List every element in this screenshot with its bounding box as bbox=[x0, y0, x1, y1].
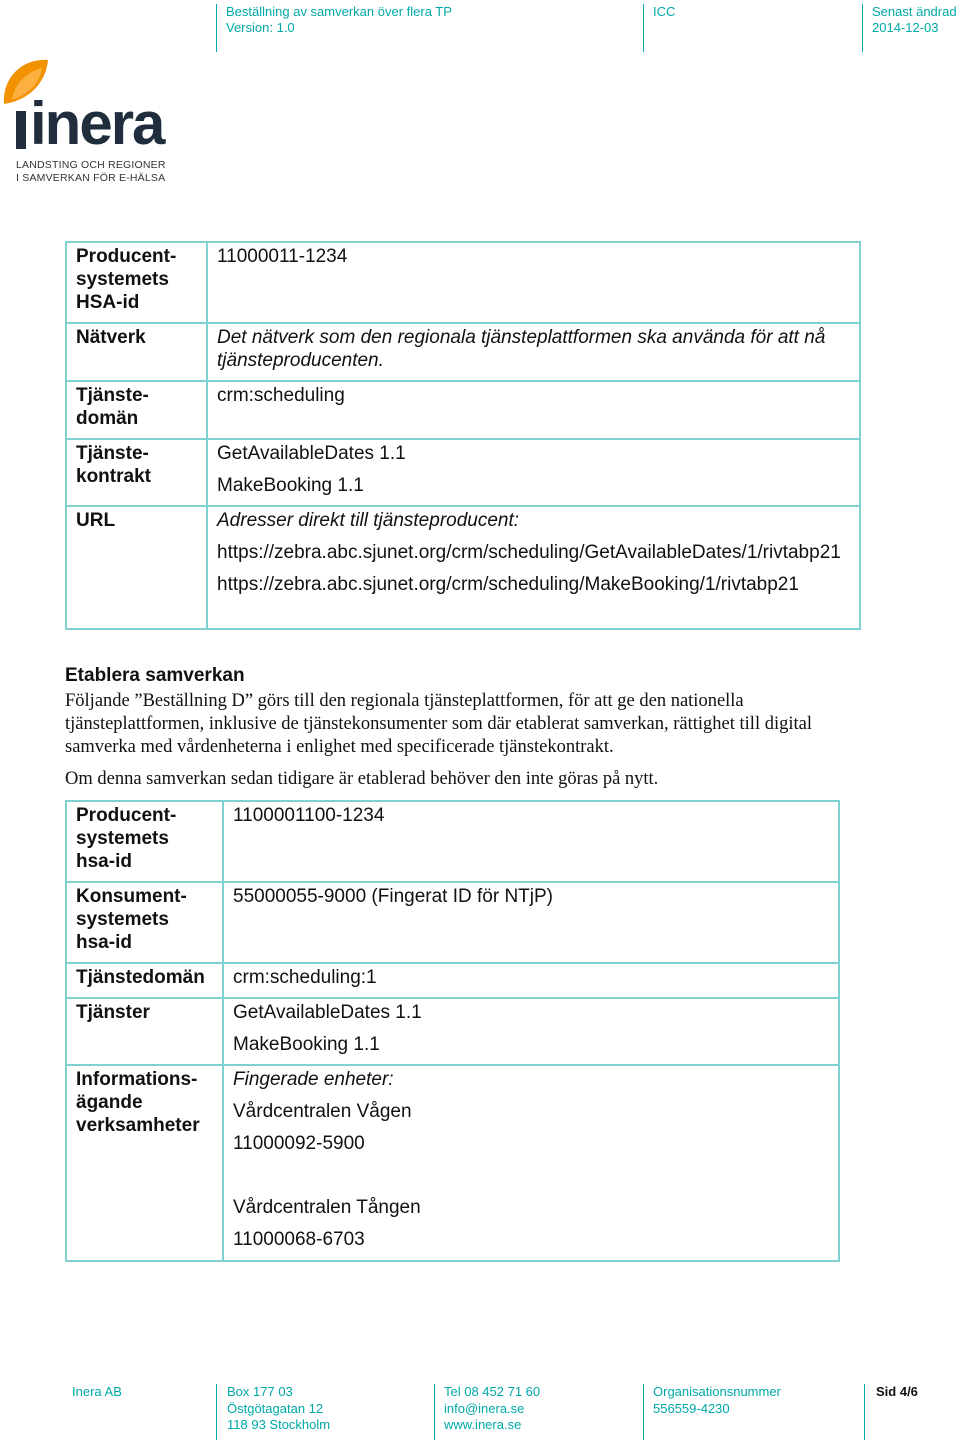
section-title: Etablera samverkan bbox=[65, 665, 245, 686]
footer-separator bbox=[643, 1384, 644, 1440]
table-row bbox=[66, 506, 860, 629]
changed-date: 2014-12-03 bbox=[872, 20, 939, 35]
producer-hsa-label: Producent-systemets HSA-id bbox=[66, 242, 207, 323]
table-row bbox=[66, 882, 839, 963]
footer-contact bbox=[444, 1384, 540, 1434]
service-contract-label: Tjänste-kontrakt bbox=[66, 439, 207, 506]
footer-company bbox=[72, 1384, 122, 1401]
producer-hsa-label: Producent-systemets hsa-id bbox=[66, 801, 223, 882]
network-value: Det nätverk som den regionala tjänsteplattformen ska använda för att nå tjänsteproducenten. bbox=[207, 323, 860, 381]
footer-organisation bbox=[653, 1384, 781, 1417]
phone: Tel 08 452 71 60 bbox=[444, 1384, 541, 1399]
consumer-hsa-value: 55000055-9000 (Fingerat ID för NTjP) bbox=[223, 882, 839, 963]
address-line: Box 177 03 bbox=[227, 1384, 293, 1399]
service-domain-label: Tjänstedomän bbox=[66, 963, 223, 998]
services-list bbox=[223, 998, 839, 1065]
consumer-hsa-label: Konsument-systemets hsa-id bbox=[66, 882, 223, 963]
unit-name: Vårdcentralen Tången bbox=[233, 1197, 421, 1218]
producer-hsa-value: 1100001100-1234 bbox=[223, 801, 839, 882]
logo-subtitle-1: LANDSTING OCH REGIONER bbox=[16, 159, 166, 171]
contract-item: MakeBooking 1.1 bbox=[217, 475, 364, 496]
service-item: MakeBooking 1.1 bbox=[233, 1034, 380, 1055]
footer-separator bbox=[216, 1384, 217, 1440]
url-label: URL bbox=[66, 506, 207, 629]
url-link[interactable]: https://zebra.abc.sjunet.org/crm/scheduling/GetAvailableDates/1/rivtabp21 bbox=[217, 542, 841, 563]
table-row bbox=[66, 439, 860, 506]
table-row bbox=[66, 963, 839, 998]
document-title: Beställning av samverkan över flera TP bbox=[226, 4, 452, 19]
org-label: Organisationsnummer bbox=[653, 1384, 781, 1399]
service-item: GetAvailableDates 1.1 bbox=[233, 1002, 422, 1023]
information-owners-list bbox=[223, 1065, 839, 1261]
collaboration-table bbox=[65, 800, 840, 1262]
header-doc-info bbox=[226, 4, 452, 52]
unit-id: 11000068-6703 bbox=[233, 1229, 365, 1250]
producer-hsa-value: 11000011-1234 bbox=[207, 242, 860, 323]
url-list bbox=[207, 506, 860, 629]
service-domain-value: crm:scheduling:1 bbox=[223, 963, 839, 998]
company-name: Inera AB bbox=[72, 1384, 122, 1399]
address-line: Östgötagatan 12 bbox=[227, 1400, 324, 1416]
table-row bbox=[66, 1065, 839, 1261]
section-paragraph: Följande ”Beställning D” görs till den regionala tjänsteplattformen, för att ge den nationella tjänsteplattformen, inklusive de tjänstekonsumenter som där etablerat samverkan, rättighet till digital samverka med vårdenheterna i enlighet med specificerade tjänstekontrakt. bbox=[65, 691, 812, 757]
service-domain-label: Tjänste-domän bbox=[66, 381, 207, 439]
website-link[interactable]: www.inera.se bbox=[444, 1417, 522, 1432]
footer-separator bbox=[434, 1384, 435, 1440]
service-contract-list bbox=[207, 439, 860, 506]
owners-intro: Fingerade enheter: bbox=[233, 1069, 394, 1090]
services-label: Tjänster bbox=[66, 998, 223, 1065]
header-separator bbox=[216, 4, 217, 52]
table-row bbox=[66, 801, 839, 882]
information-owners-label: Informations-ägande verksamheter bbox=[66, 1065, 223, 1261]
network-label: Nätverk bbox=[66, 323, 207, 381]
project-name: ICC bbox=[653, 4, 676, 19]
table-row bbox=[66, 242, 860, 323]
table-row bbox=[66, 323, 860, 381]
document-version: Version: 1.0 bbox=[226, 20, 295, 35]
url-intro: Adresser direkt till tjänsteproducent: bbox=[217, 510, 520, 531]
inera-logo bbox=[0, 56, 170, 186]
changed-label: Senast ändrad bbox=[872, 4, 957, 19]
email-link[interactable]: info@inera.se bbox=[444, 1400, 525, 1416]
header-separator bbox=[643, 4, 644, 52]
table-row bbox=[66, 381, 860, 439]
url-link[interactable]: https://zebra.abc.sjunet.org/crm/scheduling/MakeBooking/1/rivtabp21 bbox=[217, 574, 799, 595]
page-number: Sid 4/6 bbox=[876, 1384, 918, 1399]
logo-subtitle-2: I SAMVERKAN FÖR E-HÄLSA bbox=[16, 172, 166, 184]
header-changed bbox=[872, 4, 957, 52]
unit-id: 11000092-5900 bbox=[233, 1133, 365, 1154]
unit-name: Vårdcentralen Vågen bbox=[233, 1101, 412, 1122]
contract-item: GetAvailableDates 1.1 bbox=[217, 443, 406, 464]
section-note: Om denna samverkan sedan tidigare är etablerad behöver den inte göras på nytt. bbox=[65, 769, 659, 789]
footer-address bbox=[227, 1384, 330, 1434]
header-separator bbox=[862, 4, 863, 52]
header-project bbox=[653, 4, 675, 52]
org-number: 556559-4230 bbox=[653, 1400, 730, 1416]
service-domain-value: crm:scheduling bbox=[207, 381, 860, 439]
table-row bbox=[66, 998, 839, 1065]
logo-wordmark: inera bbox=[30, 90, 164, 157]
address-line: 118 93 Stockholm bbox=[227, 1417, 331, 1432]
producer-table bbox=[65, 241, 861, 630]
footer-separator bbox=[864, 1384, 865, 1440]
